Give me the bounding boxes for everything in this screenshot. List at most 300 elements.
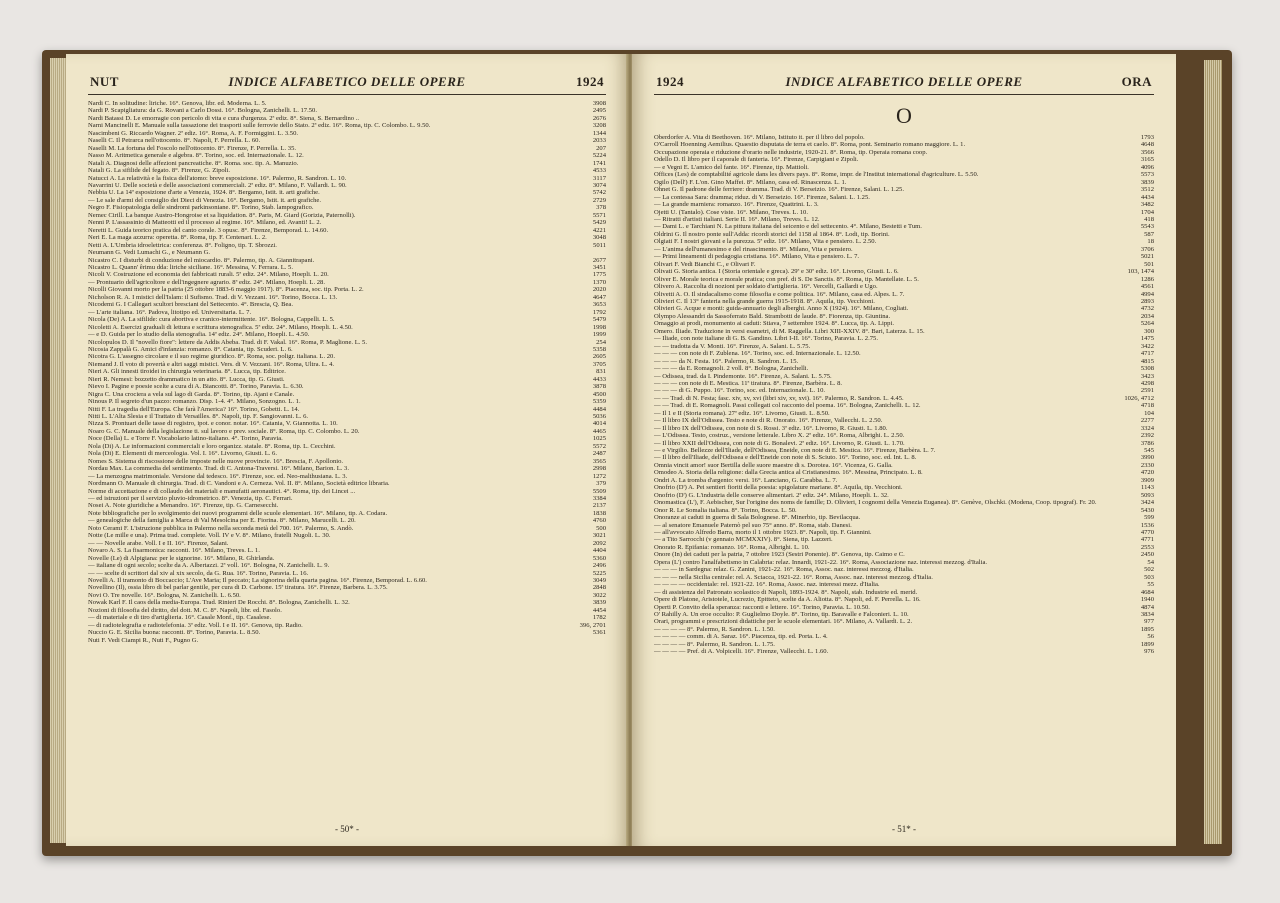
entry-number: 2487 — [592, 450, 606, 458]
entry-text: — La grande marniera: romanzo. 16°. Firenze, Quattrini. L. 3. — [654, 201, 819, 209]
entry-text: Novelle (Le) di Alpigiana: per le signorine. 16°. Milano, R. Ghirlanda. — [88, 554, 275, 562]
entry-text: Novelli A. Il tramonto di Boccaccio; L'Ave Maria; Il peccato; La signorina della quarta pagina. 16°. Firenze, Bemporad. L. 6.60. — [88, 577, 427, 584]
entry-number: 3512 — [1140, 186, 1154, 194]
entry-text: Opere di Platone, Aristotele, Lucrezio, Epitteto, scelte da A. Aliotta. 8°. Napoli, ed. F. Perrella. L. 16. — [654, 596, 921, 604]
entry-number: 300 — [1144, 327, 1154, 335]
entry-text: Novellino (Il), ossia libro di bel parlar gentile, per cura di D. Carbone. 15ª tiratura. 16°. Firenze, Barbera. L. 3.75. — [88, 584, 388, 592]
entry-number: 1775 — [592, 271, 606, 279]
index-entry — [654, 618, 1154, 625]
index-entry — [654, 186, 1154, 193]
index-entry — [654, 156, 1154, 163]
index-entry — [654, 149, 1154, 156]
index-entry — [88, 391, 606, 398]
entry-text: Note bibliografiche per lo svolgimento dei nuovi programmi delle scuole elementari. 16°. Milano, tip. A. Codara. — [88, 509, 388, 517]
entry-text: Nicastro C. I disturbi di conduzione del miocardio. 8°. Palermo, tip. A. Giannitrapani. — [88, 256, 315, 264]
index-entry — [88, 622, 606, 629]
entry-number: 1704 — [1140, 208, 1154, 216]
entry-text: — Il libro dell'Iliade, dell'Odissea e dell'Eneide con note di S. Sciuto. 16°. Torino, soc. ed. Int. L. 8. — [654, 454, 917, 462]
entry-text: Niemand J. Il voto di povertà e altri saggi mistici. Vers. di V. Vezzani. 16°. Roma, Ultra. L. 4. — [88, 360, 335, 368]
index-entry — [654, 410, 1154, 417]
entry-text: — — — con note di F. Zublena. 16°. Torino, soc. ed. Internazionale. L. 12.50. — [654, 350, 861, 358]
entry-text: Nieri A. Gli innesti tiroidei in chirurgia veterinaria. 8°. Lucca, tip. Editrice. — [88, 368, 286, 376]
entry-text: Nomes S. Sistema di riscossione delle imposte nelle nuove provincie. 16°. Brescia, F. Apollonio. — [88, 457, 344, 465]
entry-text: Netti A. L'Umbria idroelettrica: conferenza. 8°. Foligno, tip. T. Sbrozzi. — [88, 241, 277, 249]
index-entry — [88, 361, 606, 368]
entry-text: Natali A. Diagnosi delle affezioni pancreatiche. 8°. Roma. soc. tip. A. Manuzio. — [88, 159, 299, 167]
entry-number: 1025 — [592, 435, 606, 443]
entry-text: Norme di accettazione e di collaudo dei materiali e manufatti aeronautici. 4°. Roma, tip. dei Lincei ... — [88, 487, 356, 495]
index-entry — [654, 201, 1154, 208]
index-entry — [654, 440, 1154, 447]
entry-text: Nicodemi G. I Callegari scultori bresciani del Settecento. 4°. Brescia, Q. Bea. — [88, 301, 293, 309]
entry-text: Nardi P. Scapigliatura: da G. Rovani a Carlo Dossi. 16°. Bologna, Zanichelli. L. 17.50. — [88, 107, 317, 115]
entry-number: 1895 — [1140, 625, 1154, 633]
entry-number: 4484 — [592, 405, 606, 413]
entry-text: Nicholson R. A. I mistici dell'Islam: il Sufismo. Trad. di V. Vezzani. 16°. Torino, Bocca. L. 13. — [88, 293, 338, 301]
right-header-year: 1924 — [656, 74, 684, 89]
entry-text: — — — — 8°. Palermo, R. Sandron. L. 1.50. — [654, 625, 775, 633]
entry-number: 1475 — [1140, 335, 1154, 343]
entry-text: Opera (L') contro l'analfabetismo in Calabria: relaz. Innardi, 1921-22. 16°. Roma, Associazione naz. interessi mezzog. d'Italia. — [654, 558, 988, 566]
entry-number: 3839 — [1140, 178, 1154, 186]
entry-text: Ojetti U. (Tantalo). Cose viste. 16°. Milano, Treves. L. 10. — [654, 208, 808, 216]
index-entry — [88, 271, 606, 278]
entry-number: 4404 — [592, 547, 606, 555]
entry-text: Nitti F. La tragedia dell'Europa. Che farà l'America? 16°. Torino, Gobetti. L. 14. — [88, 405, 300, 413]
index-entry — [88, 413, 606, 420]
entry-number: 4770 — [1140, 529, 1154, 537]
index-entry — [654, 164, 1154, 171]
entry-text: — — tradotta da V. Monti. 16°. Firenze, A. Salani. L. 5.75. — [654, 342, 811, 350]
index-entry — [88, 301, 606, 308]
entry-number: 2553 — [1140, 543, 1154, 551]
index-entry — [88, 145, 606, 152]
entry-number: 3565 — [592, 457, 606, 465]
entry-number: 5036 — [592, 413, 606, 421]
entry-number: 5021 — [1140, 253, 1154, 261]
entry-number: 2092 — [592, 539, 606, 547]
entry-text: Nigra C. Una crociera a vela sul lago di Garda. 8°. Torino, tip. Ajani e Canale. — [88, 390, 295, 398]
index-entry — [88, 107, 606, 114]
entry-number: 5572 — [592, 442, 606, 450]
index-entry — [654, 574, 1154, 581]
entry-number: 1344 — [592, 129, 606, 137]
entry-text: — di radiotelegrafia e radiotelefonia. 3ª ediz. Voll. I e II. 16°. Genova, tip. Radio. — [88, 621, 303, 629]
index-entry — [88, 130, 606, 137]
entry-text: Onofrio (D') A. Pei sentieri fioriti della poesia: spigolature mariane. 8°. Aquila, tip. Vecchioni. — [654, 484, 903, 492]
index-entry — [654, 477, 1154, 484]
entry-number: 500 — [596, 524, 606, 532]
entry-number: 1792 — [592, 308, 606, 316]
entry-number: 103, 1474 — [1127, 268, 1154, 276]
index-entry — [654, 291, 1154, 298]
entry-number: 2392 — [1140, 432, 1154, 440]
entry-number: 4465 — [592, 427, 606, 435]
entry-text: Onofrio (D') G. L'industria delle conserve alimentari. 2ª ediz. 24°. Milano, Hoepli. L. 32. — [654, 491, 889, 499]
entry-text: Nozioni di filosofia del diritto, del dott. M. C. 8°. Napoli, libr. ed. Fasolo. — [88, 606, 282, 614]
entry-text: Omnia vincit amor! suor Bertilla delle suore maestre di s. Dorotea. 16°. Vicenza, G. Galla. — [654, 461, 893, 469]
entry-text: Nosei A. Note giuridiche a Menandro. 16°. Firenze, tip. G. Carnesecchi. — [88, 502, 279, 510]
index-entry — [88, 279, 606, 286]
index-entry — [654, 469, 1154, 476]
index-entry — [88, 592, 606, 599]
entry-text: Onore (In) dei caduti per la patria, 7 ottobre 1923 (Sestri Ponente). 8°. Genova, tip. Caimo e C. — [654, 551, 905, 559]
entry-text: — Primi lineamenti di pedagogia cristiana. 16°. Milano, Vita e pensiero. L. 7. — [654, 253, 860, 261]
index-entry — [88, 540, 606, 547]
index-entry — [654, 305, 1154, 312]
index-entry — [654, 276, 1154, 283]
entry-number: 1998 — [592, 323, 606, 331]
index-entry — [654, 566, 1154, 573]
entry-text: Nizza S. Prontuari delle tasse di registro, ipot. e conor. notar. 16°. Catania, V. Giannotta. L. 10. — [88, 420, 338, 428]
index-entry — [88, 547, 606, 554]
index-entry — [88, 599, 606, 606]
entry-number: 4433 — [592, 375, 606, 383]
entry-text: Olivieri C. Il 13° fanteria nella grande guerra 1915-1918. 8°. Aquila, tip. Vecchioni. — [654, 297, 875, 305]
entry-number: 4647 — [592, 293, 606, 301]
entry-number: 3834 — [1140, 611, 1154, 618]
entry-text: Nicoli V. Costruzione ed economia dei fabbricati rurali. 5ª ediz. 24°. Milano, Hoepli. L. 20. — [88, 271, 329, 279]
entry-number: 4815 — [1140, 357, 1154, 365]
entry-text: Nicotra G. L'assegno circolare e il suo regime giuridico. 8°. Roma, soc. poligr. italiana. L. 20. — [88, 353, 335, 361]
entry-text: Nicoletti A. Esercizi graduali di lettura e scrittura stenografica. 5ª ediz. 24°. Milano, Hoepli. L. 4.50. — [88, 323, 353, 331]
index-entry — [88, 510, 606, 517]
entry-text: — genealogiche della famiglia a Marca di Val Mesolcina per E. Fiorina. 8°. Milano, Marucelli. L. 20. — [88, 517, 356, 525]
index-entry — [88, 450, 606, 457]
entry-text: — — — con note di E. Mestica. 11ª tiratura. 8°. Firenze, Barbèra. L. 8. — [654, 379, 843, 387]
entry-text: — e Vegni E. L'amico del fante. 16°. Firenze, tip. Mattioli. — [654, 163, 809, 171]
entry-number: 5573 — [1140, 171, 1154, 179]
entry-text: Nebbia U. La 14ª esposizione d'arte a Venezia, 1924. 8°. Bergamo, Istit. it. arti grafiche. — [88, 189, 320, 197]
entry-number: 5742 — [592, 189, 606, 197]
entry-number: 4994 — [1140, 290, 1154, 298]
index-entry — [654, 544, 1154, 551]
index-entry — [88, 532, 606, 539]
index-entry — [654, 209, 1154, 216]
left-page-edges — [50, 58, 66, 843]
index-entry — [654, 462, 1154, 469]
entry-number: 2020 — [592, 286, 606, 294]
entry-text: — Il libro XXII dell'Odissea, con note di G. Bonalevi. 2ª ediz. 16°. Livorno, R. Giusti. L. 1.70. — [654, 439, 905, 447]
index-entry — [654, 499, 1154, 506]
entry-number: 4434 — [1140, 193, 1154, 201]
entry-number: 976 — [1144, 648, 1154, 656]
entry-number: 2330 — [1140, 461, 1154, 469]
entry-number: 3384 — [592, 495, 606, 503]
index-entry — [654, 454, 1154, 461]
entry-text: Omaggio ai prodi, monumento ai caduti: Stiava, 7 settembre 1924. 8°. Lucca, tip. A. Lippi. — [654, 320, 894, 328]
index-entry — [654, 141, 1154, 148]
entry-text: — — Novelle arabe. Voll. I e II. 16°. Firenze, Salani. — [88, 539, 229, 547]
index-entry — [88, 420, 606, 427]
entry-text: Ondri A. La tromba d'argento: versi. 16°. Lanciano, G. Carabba. L. 7. — [654, 476, 838, 484]
index-entry — [654, 596, 1154, 603]
entry-text: Nemec Cirill. La banque Austro-Hongroise et sa liquidation. 8°. Paris, M. Giard (Gorizia, Paternolli). — [88, 211, 356, 219]
entry-number: 4096 — [1140, 163, 1154, 171]
entry-text: O'Carroll Hoenning Aemilius. Quaestio disputata de terra et caelo. 8°. Roma, pont. Seminario romano maggiore. L. 1. — [654, 141, 966, 149]
entry-number: 5479 — [592, 316, 606, 324]
index-entry — [654, 581, 1154, 588]
entry-number: 1999 — [592, 331, 606, 339]
entry-text: — e Virgilio. Bellezze dell'Iliade, dell'Odissea, Eneide, con note di E. Mestica. 16°. Firenze, Barbèra. L. 7. — [654, 447, 936, 455]
index-entry — [654, 194, 1154, 201]
index-entry — [654, 238, 1154, 245]
index-entry — [654, 507, 1154, 514]
entry-text: Nitti L. L'Alta Slesia e il Trattato di Versailles. 8°. Napoli, tip. F. Sangiovanni. L. 6. — [88, 413, 309, 421]
entry-text: Onoranze ai caduti in guerra di Sala Bolognese. 8°. Minerbio, tip. Bevilacqua. — [654, 514, 861, 522]
entry-text: — L'arte italiana. 16°. Padova, litotipo ed. Universitaria. L. 7. — [88, 308, 252, 316]
entry-number: 4533 — [592, 167, 606, 175]
entry-number: 2137 — [592, 502, 606, 510]
index-entry — [88, 458, 606, 465]
entry-text: Nicastro L. Quann' êrimu dda: liriche siciliane. 16°. Messina, V. Ferrara. L. 5. — [88, 263, 294, 271]
index-entry — [88, 555, 606, 562]
entry-text: — — Trad. di E. Romagnoli. Passi collegati col racconto del poema. 16°. Bologna, Zanichelli. L. 12. — [654, 402, 921, 410]
index-entry — [654, 179, 1154, 186]
left-entries-list — [88, 100, 606, 644]
entry-number: 4454 — [592, 606, 606, 614]
entry-number: 5093 — [1140, 491, 1154, 499]
index-entry — [88, 346, 606, 353]
index-entry — [88, 473, 606, 480]
entry-number: 2591 — [1140, 387, 1154, 395]
entry-number: 3482 — [1140, 201, 1154, 209]
entry-number: 3117 — [593, 174, 606, 182]
entry-number: 56 — [1147, 633, 1154, 641]
index-entry — [654, 589, 1154, 596]
entry-text: Nasso M. Aritmetica generale e algebra. 8°. Torino, soc. ed. Internazionale. L. 12. — [88, 152, 304, 160]
entry-text: Olympo Alessandri da Sassoferrato Bald. Strambotti de laude. 8°. Fiorenza, tip. Giuntina. — [654, 312, 891, 320]
index-entry — [654, 365, 1154, 372]
index-entry — [88, 376, 606, 383]
entry-number: 3908 — [592, 100, 606, 107]
entry-text: Noaro G. C. Manuale della legislazione ti. sul lavoro e prev. sociale. 8°. Roma, tip. C. Colombo. L. 20. — [88, 427, 360, 435]
entry-number: 3324 — [1140, 424, 1154, 432]
entry-text: Naselli M. La fortuna del Foscolo nell'ottocento. 8°. Firenze, F. Perrella. L. 35. — [88, 144, 297, 152]
index-entry — [88, 577, 606, 584]
entry-number: 4648 — [1140, 141, 1154, 149]
entry-number: 3423 — [1140, 372, 1154, 380]
entry-number: 1940 — [1140, 596, 1154, 604]
index-entry — [88, 249, 606, 256]
entry-text: — Dami L. e Tarchiani N. La pittura italiana del seicento e del settecento. 4°. Milano, Bestetti e Tum. — [654, 223, 922, 231]
entry-text: — L'Odissea. Testo, costruz., versione letterale. Libro X. 2ª ediz. 16°. Roma, Albrighi. L. 2.50. — [654, 432, 905, 440]
entry-text: Natucci A. La relatività e la fisica dell'atomo: breve esposizione. 16°. Palermo, R. Sandron. L. 10. — [88, 174, 347, 182]
index-entry — [88, 175, 606, 182]
entry-number: 3566 — [1140, 148, 1154, 156]
index-entry — [88, 122, 606, 129]
index-entry — [88, 242, 606, 249]
entry-text: Ogilo (Dell') F. L'on. Gino Maffei. 8°. Milano, casa ed. Rinascenza. L. 1. — [654, 178, 847, 186]
index-entry — [88, 227, 606, 234]
index-entry — [88, 584, 606, 591]
entry-text: Nicolopulos D. Il "novello fiore": lettere da Addis Abeba. Trad. di F. Vakal. 16°. Roma, P. Maglione. L. 5. — [88, 338, 367, 346]
index-entry — [654, 604, 1154, 611]
entry-number: 4771 — [1140, 536, 1154, 544]
index-entry — [88, 100, 606, 107]
entry-number: 18 — [1147, 238, 1154, 246]
index-entry — [654, 425, 1154, 432]
index-entry — [88, 570, 606, 577]
entry-number: 3786 — [1140, 439, 1154, 447]
entry-number: 5571 — [592, 211, 606, 219]
entry-number: 2450 — [1140, 551, 1154, 559]
section-letter: O — [896, 103, 912, 128]
entry-number: 2893 — [1140, 297, 1154, 305]
entry-text: — — — da E. Romagnoli. 2 voll. 8°. Bologna, Zanichelli. — [654, 365, 809, 373]
entry-number: 3048 — [592, 234, 606, 242]
index-entry — [88, 502, 606, 509]
index-entry — [88, 197, 606, 204]
index-entry — [88, 115, 606, 122]
index-entry — [654, 559, 1154, 566]
index-entry — [88, 182, 606, 189]
right-page-header — [632, 74, 1176, 94]
entry-text: Natali G. La sifilide del fegato. 8°. Firenze, G. Zipoli. — [88, 167, 230, 175]
entry-text: — — Trad. di N. Festa; fasc. xiv, xv, xvi (libri xiv, xv, xvi). 16°. Palermo, R. Sandron. L. 4.45. — [654, 394, 904, 402]
index-entry — [654, 231, 1154, 238]
entry-number: 104 — [1144, 409, 1154, 417]
entry-text: Nenni P. L'assassinio di Matteotti ed il processo al regime. 16°. Milano, ed. Avanti! L. 2. — [88, 219, 322, 227]
entry-text: Nordau Max. La commedia del sentimento. Trad. di C. Antona-Traversi. 16°. Milano, Barion. L. 3. — [88, 465, 349, 473]
index-entry — [654, 350, 1154, 357]
index-entry — [654, 626, 1154, 633]
entry-text: Neumann G. Vedi Lumachi G., e Neumann G. — [88, 249, 211, 257]
entry-text: Olivieri G. Acque e monti: guida-annuario degli alberghi. Anno X (1924). 16°. Milano, Cogliati. — [654, 305, 909, 313]
index-entry — [654, 529, 1154, 536]
entry-text: Nicola (De) A. La sifilide: cura abortiva e cranico-intermittente. 16°. Bologna, Cappelli. L. 5. — [88, 316, 335, 324]
index-entry — [654, 298, 1154, 305]
entry-text: Novaro A. S. La fisarmonica: racconti. 16°. Milano, Treves. L. 1. — [88, 547, 260, 555]
entry-text: — La menzogna matrimoniale. Versione dal tedesco. 16°. Firenze, soc. ed. Neo-malthusiana. L. 3. — [88, 472, 348, 480]
index-entry — [654, 223, 1154, 230]
entry-text: Nascimbeni G. Riccardo Wagner. 2ª ediz. 16°. Roma, A. F. Formiggini. L. 3.50. — [88, 129, 299, 137]
entry-number: 5509 — [592, 487, 606, 495]
entry-number: 2677 — [592, 256, 606, 264]
entry-text: Nola (Di) A. Le informazioni commerciali e loro organizz. statale. 8°. Roma, tip. L. Cecchini. — [88, 442, 336, 450]
entry-number: 1793 — [1140, 134, 1154, 141]
entry-text: — italiane di ogni secolo; scelte da A. Albertazzi. 2ª voll. 16°. Bologna, N. Zanichelli. L. 9. — [88, 562, 330, 570]
index-entry — [88, 137, 606, 144]
entry-text: Orari, programmi e prescrizioni didattiche per le scuole elementari. 16°. Milano, A. Vallardi. L. 2. — [654, 618, 913, 626]
entry-number: 4561 — [1140, 283, 1154, 291]
index-entry — [654, 328, 1154, 335]
entry-text: Olivero A. Raccolta di nozioni per soldato d'artiglieria. 16°. Vercelli, Gallardi e Ugo. — [654, 283, 878, 291]
entry-number: 5429 — [592, 219, 606, 227]
entry-text: — — — — comm. di A. Saraz. 16°. Piacenza, tip. ed. Porta. L. 4. — [654, 633, 828, 641]
entry-text: — La contessa Sara: dramma; riduz. di V. Berseizio. 16°. Firenze, Salani. L. 1.25. — [654, 193, 870, 201]
entry-number: 1536 — [1140, 521, 1154, 529]
entry-number: 3878 — [592, 383, 606, 391]
entry-number: 55 — [1147, 581, 1154, 589]
index-entry — [654, 261, 1154, 268]
entry-text: — al senatore Emanuele Paternò pel suo 75° anno. 8°. Roma, stab. Danesi. — [654, 521, 852, 529]
entry-text: Oldrini G. Il nostro ponte sull'Adda: ricordi storici del 1158 al 1864. 8°. Lodi, tip. Borini. — [654, 230, 890, 238]
entry-text: — e D. Guida per lo studio della stenografia. 14ª ediz. 24°. Milano, Hoepli. L. 4.50. — [88, 331, 310, 339]
index-entry — [88, 152, 606, 159]
entry-text: — Il libro IX dell'Odissea. Testo e note di R. Onorato. 16°. Firenze, Vallecchi. L. 2.50. — [654, 417, 883, 425]
entry-text: — Il 1 e II (Storia romana). 27ª ediz. 16°. Livorno, Giusti. L. 8.50. — [654, 409, 830, 417]
entry-number: 587 — [1144, 230, 1154, 238]
entry-number: 1741 — [592, 159, 606, 167]
entry-text: Noto Cerami F. L'istruzione pubblica in Palermo nella seconda metà del 700. 16°. Palermo, S. Andò. — [88, 524, 354, 532]
entry-number: 5430 — [1140, 506, 1154, 514]
entry-text: Nicosia Zappalà G. Amici d'infanzia: romanzo. 8°. Catania, tip. Scuderi. L. 6. — [88, 345, 293, 353]
entry-number: 4874 — [1140, 603, 1154, 611]
entry-text: — Le sale d'armi del consiglio dei Dieci di Venezia. 16°. Bergamo, Istit. it. arti grafiche. — [88, 196, 322, 204]
entry-number: 4732 — [1140, 305, 1154, 313]
entry-number: 3049 — [592, 577, 606, 584]
entry-number: 3705 — [592, 360, 606, 368]
entry-text: — — — — occidentale: rel. 1921-22. 16°. Roma, Assoc. naz. interessi mezz. d'Italia. — [654, 581, 880, 589]
entry-text: Nuti F. Vedi Ciampi R., Nuti F., Pugno G. — [88, 636, 199, 644]
entry-number: 2848 — [592, 584, 606, 592]
index-entry — [88, 353, 606, 360]
entry-text: Olivari F. Vedi Bianchi C., e Olivari F. — [654, 260, 756, 268]
index-entry — [88, 234, 606, 241]
index-entry — [88, 212, 606, 219]
index-entry — [88, 257, 606, 264]
index-entry — [654, 551, 1154, 558]
entry-text: — di assistenza del Patronato scolastico di Napoli, 1893-1924. 8°. Napoli, stab. Industrie ed. merid. — [654, 588, 918, 596]
entry-number: 1143 — [1141, 484, 1154, 492]
entry-number: 2277 — [1140, 417, 1154, 425]
entry-number: 3990 — [1140, 454, 1154, 462]
entry-number: 2495 — [592, 107, 606, 115]
index-entry — [88, 339, 606, 346]
left-page-number: - 50* - — [335, 824, 359, 834]
index-entry — [88, 428, 606, 435]
entry-number: 599 — [1144, 514, 1154, 522]
index-entry — [88, 324, 606, 331]
index-entry — [654, 171, 1154, 178]
left-header-key: NUT — [90, 74, 119, 89]
entry-text: — — scelte di scrittori dal xiv al xix secolo, da G. Rua. 16°. Torino, Paravia. L. 16. — [88, 569, 309, 577]
entry-number: 4718 — [1140, 402, 1154, 410]
index-entry — [88, 286, 606, 293]
index-entry — [654, 387, 1154, 394]
index-entry — [654, 648, 1154, 655]
left-header-year: 1924 — [576, 74, 604, 89]
entry-text: Navarrini U. Delle società e delle associazioni commerciali. 2ª ediz. 8°. Milano, F. Vallardi. L. 90. — [88, 181, 347, 189]
entry-text: Notte (Le mille e una). Prima trad. complete. Voll. IV e V. 8°. Milano, fratelli Nugoli. L. 30. — [88, 532, 331, 540]
index-entry — [88, 406, 606, 413]
entry-text: — Prontuario dell'agricoltore e dell'ingegnere agrario. 8ª ediz. 24°. Milano, Hoepli. L. 28. — [88, 278, 325, 286]
entry-text: Nardi C. In solitudine: liriche. 16°. Genova, libr. ed. Moderna. L. 5. — [88, 100, 267, 107]
entry-number: 1026, 4712 — [1124, 394, 1154, 402]
entry-text: — L'anima dell'umanesimo e del rinascimento. 8°. Milano, Vita e pensiero. — [654, 245, 853, 253]
index-entry — [654, 402, 1154, 409]
entry-text: — a Tito Sarrocchi (v gennaio MCMXXIV). 8°. Siena, tip. Lazzeri. — [654, 536, 833, 544]
entry-text: Onomastica (L'), F. Aebischer, Sur l'origine des noms de famille; D. Olivieri, I cognomi della Venezia Euganea). 8°. Genève, Olschki. (Modena, Coop. tipograf). Fr. 20. — [654, 499, 1097, 507]
entry-number: 5358 — [592, 345, 606, 353]
entry-number: 2729 — [592, 196, 606, 204]
entry-number: 396, 2701 — [579, 621, 606, 629]
entry-text: Nowak Karl F. Il caos della media-Europa. Trad. Rinieri De Rocchi. 8°. Bologna, Zanichelli. L. 32. — [88, 599, 350, 607]
entry-number: 3839 — [592, 599, 606, 607]
index-entry — [88, 495, 606, 502]
entry-number: 54 — [1147, 558, 1154, 566]
right-header-key: ORA — [1121, 74, 1152, 89]
entry-number: 5264 — [1140, 320, 1154, 328]
index-entry — [654, 335, 1154, 342]
entry-number: 3021 — [592, 532, 606, 540]
index-entry — [654, 380, 1154, 387]
index-entry — [88, 517, 606, 524]
entry-number: 3424 — [1140, 499, 1154, 507]
entry-text: Naselli C. Il Petrarca nell'ottocento. 8°. Napoli, F. Perrella. L. 60. — [88, 137, 261, 145]
index-entry — [88, 368, 606, 375]
